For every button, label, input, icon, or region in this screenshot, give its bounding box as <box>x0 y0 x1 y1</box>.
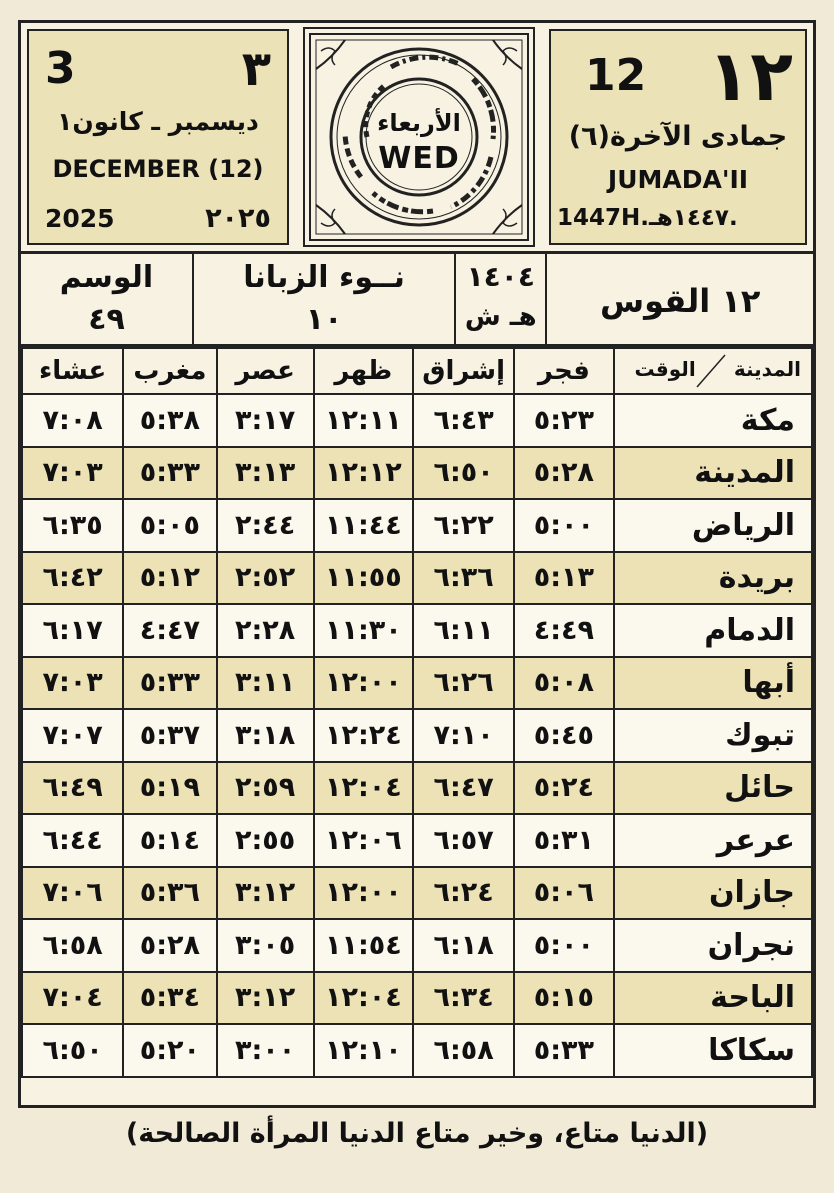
time-fajr: ٥:٠٦ <box>514 867 613 920</box>
time-maghrib: ٥:٠٥ <box>123 499 216 552</box>
time-maghrib: ٤:٤٧ <box>123 604 216 657</box>
table-row <box>22 657 812 710</box>
time-isha: ٦:٥٠ <box>22 1024 123 1077</box>
weekday-ar: الأربعاء <box>377 109 461 137</box>
gregorian-year-ar: ٢٠٢٥ <box>205 203 271 234</box>
time-dhuhr: ١٢:٠٠ <box>314 867 413 920</box>
gregorian-day-en: 3 <box>45 43 76 94</box>
table-row <box>22 447 812 500</box>
time-asr: ٢:٥٢ <box>217 552 314 605</box>
time-asr: ٢:٥٥ <box>217 814 314 867</box>
time-dhuhr: ١١:٣٠ <box>314 604 413 657</box>
gregorian-day-ar: ٣ <box>241 41 271 97</box>
time-fajr: ٥:٠٠ <box>514 499 613 552</box>
time-sunrise: ٦:٤٧ <box>413 762 514 815</box>
city-name: عرعر <box>614 814 813 867</box>
time-isha: ٦:١٧ <box>22 604 123 657</box>
city-name: جازان <box>614 867 813 920</box>
time-fajr: ٥:٢٣ <box>514 394 613 447</box>
time-sunrise: ٦:٢٢ <box>413 499 514 552</box>
time-isha: ٧:٠٤ <box>22 972 123 1025</box>
time-asr: ٣:١٧ <box>217 394 314 447</box>
time-maghrib: ٥:١٢ <box>123 552 216 605</box>
solar-date-cell <box>545 254 813 344</box>
weekday-emblem <box>303 27 535 247</box>
gregorian-date-box <box>27 29 289 245</box>
time-dhuhr: ١١:٥٤ <box>314 919 413 972</box>
calendar-page <box>18 20 816 1108</box>
col-header-sunrise: إشراق <box>413 348 514 394</box>
table-row <box>22 867 812 920</box>
table-row <box>22 814 812 867</box>
weekday-en: WED <box>378 141 460 176</box>
solar-year-cell <box>454 254 545 344</box>
time-dhuhr: ١٢:٠٠ <box>314 657 413 710</box>
time-header: الوقت <box>634 357 696 381</box>
hijri-day-ar: ١٢ <box>707 35 793 117</box>
time-maghrib: ٥:٣٣ <box>123 447 216 500</box>
city-header: المدينة <box>733 357 801 381</box>
time-fajr: ٥:٠٨ <box>514 657 613 710</box>
naw-value: ١٠ <box>305 302 343 337</box>
time-isha: ٧:٠٦ <box>22 867 123 920</box>
naw-cell <box>192 254 454 344</box>
time-fajr: ٥:٣١ <box>514 814 613 867</box>
time-maghrib: ٥:٣٣ <box>123 657 216 710</box>
time-dhuhr: ١١:٥٥ <box>314 552 413 605</box>
wasm-value: ٤٩ <box>88 302 125 337</box>
time-maghrib: ٥:٣٦ <box>123 867 216 920</box>
city-name: الدمام <box>614 604 813 657</box>
ornament-frame-icon <box>305 29 533 245</box>
time-dhuhr: ١٢:٢٤ <box>314 709 413 762</box>
time-fajr: ٥:١٣ <box>514 552 613 605</box>
time-maghrib: ٥:١٤ <box>123 814 216 867</box>
time-sunrise: ٦:٥٨ <box>413 1024 514 1077</box>
time-sunrise: ٦:٣٦ <box>413 552 514 605</box>
table-row <box>22 394 812 447</box>
time-sunrise: ٦:٢٦ <box>413 657 514 710</box>
hijri-year: 1447H.١٤٤٧هـ. <box>557 205 738 231</box>
time-isha: ٧:٠٣ <box>22 447 123 500</box>
time-sunrise: ٦:٣٤ <box>413 972 514 1025</box>
time-asr: ٣:٠٠ <box>217 1024 314 1077</box>
col-header-asr: عصر <box>217 348 314 394</box>
city-name: نجران <box>614 919 813 972</box>
table-row <box>22 762 812 815</box>
hijri-month-en: JUMADA'II <box>607 165 749 194</box>
city-name: مكة <box>614 394 813 447</box>
col-header-fajr: فجر <box>514 348 613 394</box>
time-dhuhr: ١٢:١١ <box>314 394 413 447</box>
time-asr: ٣:١٣ <box>217 447 314 500</box>
city-name: بريدة <box>614 552 813 605</box>
time-isha: ٦:٤٢ <box>22 552 123 605</box>
time-isha: ٧:٠٣ <box>22 657 123 710</box>
hijri-date-box <box>549 29 807 245</box>
time-dhuhr: ١٢:١٠ <box>314 1024 413 1077</box>
time-maghrib: ٥:١٩ <box>123 762 216 815</box>
col-header-maghrib: مغرب <box>123 348 216 394</box>
header <box>21 23 813 251</box>
time-dhuhr: ١١:٤٤ <box>314 499 413 552</box>
time-sunrise: ٦:٥٠ <box>413 447 514 500</box>
table-row <box>22 972 812 1025</box>
time-asr: ٢:٥٩ <box>217 762 314 815</box>
time-isha: ٧:٠٨ <box>22 394 123 447</box>
table-row <box>22 919 812 972</box>
info-row <box>21 251 813 347</box>
time-fajr: ٥:٤٥ <box>514 709 613 762</box>
gregorian-month-ar: ديسمبر ـ كانون١ <box>57 107 259 136</box>
time-asr: ٣:٠٥ <box>217 919 314 972</box>
time-maghrib: ٥:٣٨ <box>123 394 216 447</box>
city-name: حائل <box>614 762 813 815</box>
time-asr: ٢:٢٨ <box>217 604 314 657</box>
city-name: الرياض <box>614 499 813 552</box>
hijri-month-ar: جمادى الآخرة(٦) <box>568 121 788 152</box>
city-name: سكاكا <box>614 1024 813 1077</box>
time-fajr: ٥:٠٠ <box>514 919 613 972</box>
time-isha: ٦:٥٨ <box>22 919 123 972</box>
gregorian-month-en: DECEMBER (12) <box>52 155 264 183</box>
time-asr: ٣:١٢ <box>217 972 314 1025</box>
time-asr: ٣:١٨ <box>217 709 314 762</box>
time-fajr: ٥:١٥ <box>514 972 613 1025</box>
wasm-cell <box>21 254 192 344</box>
city-name: الباحة <box>614 972 813 1025</box>
time-fajr: ٤:٤٩ <box>514 604 613 657</box>
time-isha: ٧:٠٧ <box>22 709 123 762</box>
time-maghrib: ٥:٣٧ <box>123 709 216 762</box>
prayer-times-table <box>21 347 813 1078</box>
footer-proverb: (الدنيا متاع، وخير متاع الدنيا المرأة الصالحة) <box>125 1118 709 1149</box>
table-header-row <box>22 348 812 394</box>
time-dhuhr: ١٢:٠٤ <box>314 972 413 1025</box>
city-name: أبها <box>614 657 813 710</box>
col-header-dhuhr: ظهر <box>314 348 413 394</box>
time-sunrise: ٦:٢٤ <box>413 867 514 920</box>
table-row <box>22 709 812 762</box>
time-sunrise: ٦:١٨ <box>413 919 514 972</box>
city-name: تبوك <box>614 709 813 762</box>
time-fajr: ٥:٢٨ <box>514 447 613 500</box>
col-header-isha: عشاء <box>22 348 123 394</box>
time-dhuhr: ١٢:٠٦ <box>314 814 413 867</box>
time-dhuhr: ١٢:٠٤ <box>314 762 413 815</box>
table-row <box>22 499 812 552</box>
time-maghrib: ٥:٢٨ <box>123 919 216 972</box>
table-row <box>22 1024 812 1077</box>
solar-year-suffix: هـ ش <box>464 302 537 332</box>
table-row <box>22 552 812 605</box>
time-maghrib: ٥:٣٤ <box>123 972 216 1025</box>
time-isha: ٦:٤٤ <box>22 814 123 867</box>
time-isha: ٦:٤٩ <box>22 762 123 815</box>
solar-date: ١٢ القوس <box>599 282 761 320</box>
time-asr: ٣:١٢ <box>217 867 314 920</box>
naw-title: نــوء الزبانا <box>243 260 405 295</box>
time-sunrise: ٦:٥٧ <box>413 814 514 867</box>
time-asr: ٢:٤٤ <box>217 499 314 552</box>
time-sunrise: ٧:١٠ <box>413 709 514 762</box>
time-sunrise: ٦:٤٣ <box>413 394 514 447</box>
time-maghrib: ٥:٢٠ <box>123 1024 216 1077</box>
time-fajr: ٥:٣٣ <box>514 1024 613 1077</box>
time-asr: ٣:١١ <box>217 657 314 710</box>
city-name: المدينة <box>614 447 813 500</box>
time-sunrise: ٦:١١ <box>413 604 514 657</box>
table-row <box>22 604 812 657</box>
time-fajr: ٥:٢٤ <box>514 762 613 815</box>
time-dhuhr: ١٢:١٢ <box>314 447 413 500</box>
city-time-header <box>614 348 813 394</box>
gregorian-year-en: 2025 <box>45 204 115 233</box>
wasm-title: الوسم <box>59 260 154 295</box>
time-isha: ٦:٣٥ <box>22 499 123 552</box>
solar-year: ١٤٠٤ <box>466 260 535 293</box>
hijri-day-en: 12 <box>585 50 647 101</box>
